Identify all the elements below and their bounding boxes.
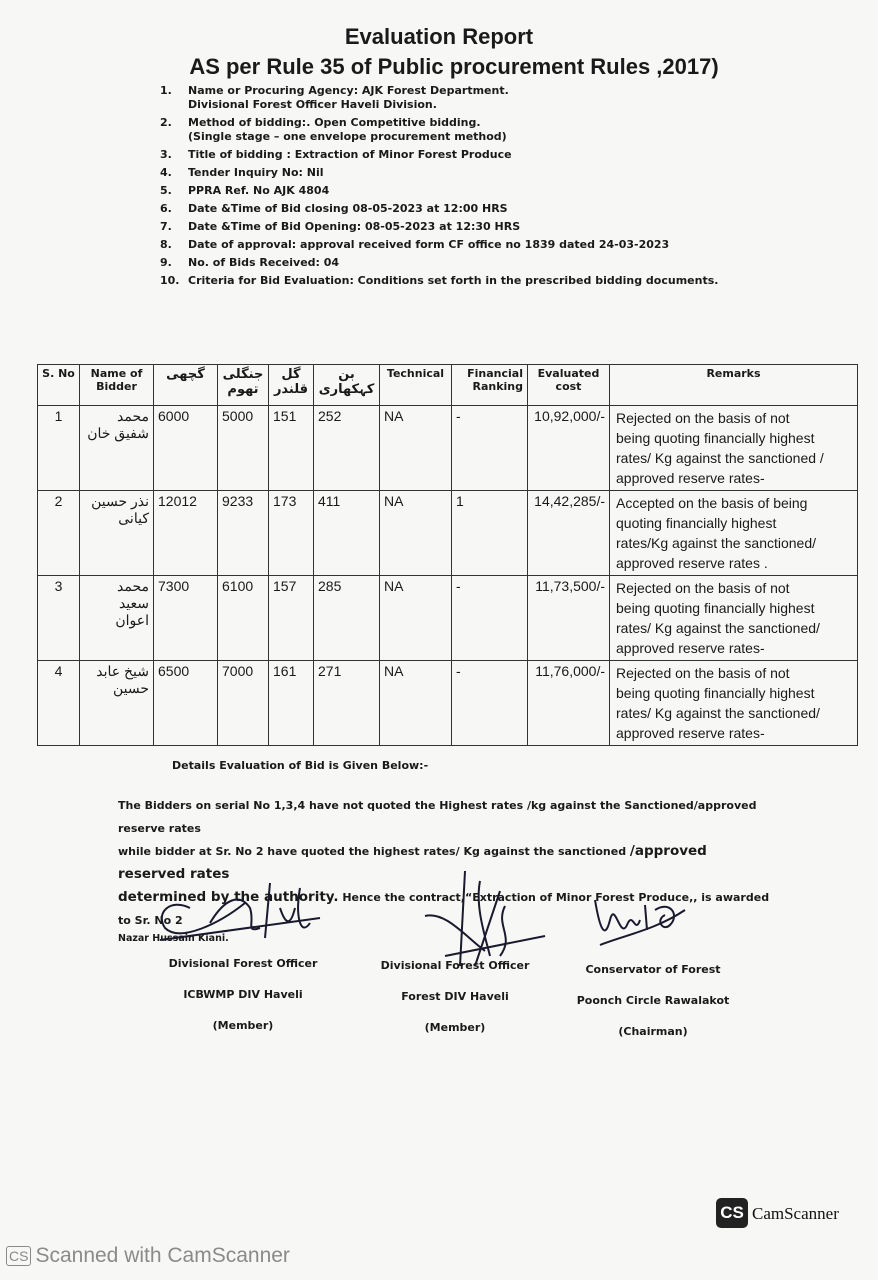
cell-financial: -: [452, 406, 528, 491]
cell-c2: 7000: [218, 661, 269, 746]
remarks-line: rates/ Kg against the sanctioned/: [616, 620, 820, 636]
info-item: [160, 84, 800, 112]
bids-table: [37, 364, 858, 746]
header-col1: گچھی: [154, 365, 218, 406]
cell-technical: NA: [380, 661, 452, 746]
item-text: Tender Inquiry No: Nil: [188, 166, 324, 179]
info-item: [160, 166, 800, 180]
item-text: Date &Time of Bid closing 08-05-2023 at 12:00 HRS: [188, 202, 508, 215]
cell-name: شیخ عابد حسین: [80, 661, 154, 746]
item-number: 2.: [160, 116, 172, 129]
signatory-1: [158, 957, 328, 1050]
item-text: No. of Bids Received: 04: [188, 256, 340, 269]
cell-name: محمد شفیق خان: [80, 406, 154, 491]
item-text: PPRA Ref. No AJK 4804: [188, 184, 330, 197]
remarks-line: quoting financially highest: [616, 515, 777, 531]
signatory-role: (Chairman): [618, 1025, 688, 1038]
info-item: [160, 116, 800, 144]
cell-c4: 285: [314, 576, 380, 661]
item-number: 9.: [160, 256, 172, 269]
table-row: [38, 491, 858, 576]
cell-sno: 3: [38, 576, 80, 661]
info-item: [160, 184, 800, 198]
cell-remarks: [610, 491, 858, 576]
scan-footer: [6, 1244, 290, 1268]
signatory-2: [370, 959, 540, 1052]
item-number: 6.: [160, 202, 172, 215]
signatory-role: (Member): [212, 1019, 274, 1032]
paragraph-line: The Bidders on serial No 1,3,4 have not quoted the Highest rates /kg against the Sanctioned/approved reserve rates: [118, 799, 757, 835]
cell-cost: 14,42,285/-: [528, 491, 610, 576]
item-number: 1.: [160, 84, 172, 97]
signature-3: [585, 880, 695, 960]
info-item: [160, 238, 800, 252]
camscanner-mini-icon: CS: [6, 1246, 31, 1266]
cell-technical: NA: [380, 491, 452, 576]
item-number: 8.: [160, 238, 172, 251]
cell-name: محمد سعید اعوان: [80, 576, 154, 661]
signatory-3: [568, 963, 738, 1056]
item-text: Name or Procuring Agency: AJK Forest Department.: [188, 84, 509, 97]
cell-c3: 173: [269, 491, 314, 576]
cell-c3: 151: [269, 406, 314, 491]
paragraph-text: determined by the authority.: [118, 889, 339, 905]
item-text: Title of bidding : Extraction of Minor Forest Produce: [188, 148, 512, 161]
item-text: Method of bidding:. Open Competitive bidding.: [188, 116, 481, 129]
cell-financial: 1: [452, 491, 528, 576]
cell-c1: 7300: [154, 576, 218, 661]
cell-remarks: [610, 576, 858, 661]
signatory-title: Conservator of Forest: [585, 963, 721, 976]
cell-c1: 6500: [154, 661, 218, 746]
cell-financial: -: [452, 576, 528, 661]
remarks-line: being quoting financially highest: [616, 600, 815, 616]
signatory-office: ICBWMP DIV Haveli: [183, 988, 303, 1001]
remarks-line: approved reserve rates-: [616, 470, 765, 486]
cell-sno: 4: [38, 661, 80, 746]
cell-c2: 9233: [218, 491, 269, 576]
item-text: (Single stage – one envelope procurement method): [188, 130, 507, 143]
paragraph-text: Hence the contract,“Extraction of Minor Forest Produce,, is awarded to Sr. No 2: [118, 891, 770, 927]
header-sno: S. No: [38, 365, 80, 406]
info-item: [160, 148, 800, 162]
cell-c4: 271: [314, 661, 380, 746]
header-cost: Evaluated cost: [528, 365, 610, 406]
info-item: [160, 274, 800, 288]
cell-c2: 5000: [218, 406, 269, 491]
remarks-line: being quoting financially highest: [616, 685, 815, 701]
remarks-line: approved reserve rates .: [616, 555, 768, 571]
remarks-line: Accepted on the basis of being: [616, 495, 808, 511]
info-list: [160, 84, 800, 292]
details-heading: Details Evaluation of Bid is Given Below:-: [172, 759, 429, 772]
header-technical: Technical: [380, 365, 452, 406]
signatory-office: Forest DIV Haveli: [401, 990, 509, 1003]
footer-text: Scanned with CamScanner: [35, 1244, 290, 1267]
signatory-title: Divisional Forest Officer: [168, 957, 318, 970]
cell-c3: 161: [269, 661, 314, 746]
remarks-line: Rejected on the basis of not: [616, 410, 790, 426]
signatory-role: (Member): [424, 1021, 486, 1034]
table-header-row: [38, 365, 858, 406]
cell-c2: 6100: [218, 576, 269, 661]
cell-cost: 11,76,000/-: [528, 661, 610, 746]
signature-1: [150, 868, 330, 948]
item-number: 3.: [160, 148, 172, 161]
remarks-line: Rejected on the basis of not: [616, 580, 790, 596]
item-number: 7.: [160, 220, 172, 233]
signatory-title: Divisional Forest Officer: [380, 959, 530, 972]
cell-cost: 10,92,000/-: [528, 406, 610, 491]
cell-financial: -: [452, 661, 528, 746]
remarks-line: rates/ Kg against the sanctioned /: [616, 450, 824, 466]
remarks-line: being quoting financially highest: [616, 430, 815, 446]
item-text: Date &Time of Bid Opening: 08-05-2023 at 12:30 HRS: [188, 220, 521, 233]
camscanner-brand: CamScanner: [752, 1204, 839, 1223]
remarks-line: approved reserve rates-: [616, 640, 765, 656]
item-number: 5.: [160, 184, 172, 197]
header-financial: Financial Ranking: [452, 365, 528, 406]
table-row: [38, 576, 858, 661]
table-row: [38, 406, 858, 491]
cell-technical: NA: [380, 406, 452, 491]
paragraph-text: while bidder at Sr. No 2 have quoted the highest rates/ Kg against the sanctioned: [118, 845, 630, 858]
report-title: Evaluation Report: [344, 24, 534, 49]
remarks-line: Rejected on the basis of not: [616, 665, 790, 681]
cell-c1: 6000: [154, 406, 218, 491]
remarks-line: rates/Kg against the sanctioned/: [616, 535, 817, 551]
camscanner-logo-icon: CS: [716, 1198, 748, 1228]
info-item: [160, 202, 800, 216]
header-remarks: Remarks: [610, 365, 858, 406]
header-name: Name of Bidder: [80, 365, 154, 406]
item-text: Date of approval: approval received form CF office no 1839 dated 24-03-2023: [188, 238, 670, 251]
paragraph-text: /approved reserved rates: [118, 843, 707, 882]
header-col4: بن کہکھاری: [314, 365, 380, 406]
cell-remarks: [610, 406, 858, 491]
item-number: 4.: [160, 166, 172, 179]
item-text: Criteria for Bid Evaluation: Conditions set forth in the prescribed bidding documents.: [188, 274, 719, 287]
cell-sno: 1: [38, 406, 80, 491]
remarks-line: approved reserve rates-: [616, 725, 765, 741]
cell-remarks: [610, 661, 858, 746]
table-row: [38, 661, 858, 746]
cell-c4: 252: [314, 406, 380, 491]
info-item: [160, 256, 800, 270]
cell-c1: 12012: [154, 491, 218, 576]
cell-sno: 2: [38, 491, 80, 576]
cell-cost: 11,73,500/-: [528, 576, 610, 661]
header-col3: گل قلندر: [269, 365, 314, 406]
remarks-line: rates/ Kg against the sanctioned/: [616, 705, 820, 721]
cell-technical: NA: [380, 576, 452, 661]
cell-c4: 411: [314, 491, 380, 576]
item-text: Divisional Forest Officer Haveli Division.: [188, 98, 437, 111]
report-subtitle: AS per Rule 35 of Public procurement Rules ,2017): [189, 54, 719, 79]
header-col2: جنگلی تھوم: [218, 365, 269, 406]
signatory-office: Poonch Circle Rawalakot: [576, 994, 730, 1007]
paragraph-line: Nazar Hussain Kiani.: [118, 933, 229, 944]
cell-name: نذر حسین کیانی: [80, 491, 154, 576]
item-number: 10.: [160, 274, 180, 287]
info-item: [160, 220, 800, 234]
cell-c3: 157: [269, 576, 314, 661]
